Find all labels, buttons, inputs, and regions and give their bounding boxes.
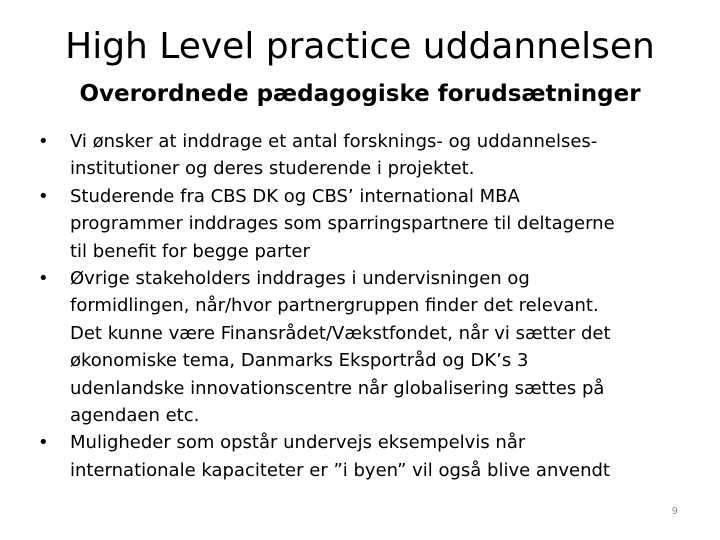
bullet-text-line: Det kunne være Finansrådet/Vækstfondet, når vi sætter det	[70, 322, 611, 344]
bullet-marker: •	[38, 268, 49, 290]
bullet-text-line: internationale kapaciteter er ”i byen” vil også blive anvendt	[70, 459, 610, 481]
bullet-item	[34, 128, 674, 183]
bullet-text-line: Øvrige stakeholders inddrages i undervisningen og	[70, 268, 530, 290]
bullet-marker: •	[38, 432, 49, 454]
bullet-text-line: programmer inddrages som sparringspartnere til deltagerne	[70, 213, 615, 235]
bullet-text-line: Muligheder som opstår undervejs eksempelvis når	[70, 432, 526, 454]
bullet-text-line: Studerende fra CBS DK og CBS’ international MBA	[70, 185, 520, 207]
bullet-text-line: institutioner og deres studerende i projektet.	[70, 158, 475, 180]
bullet-item	[34, 429, 674, 484]
slide-title: High Level practice uddannelsen	[65, 26, 655, 67]
bullet-text-line: udenlandske innovationscentre når globalisering sættes på	[70, 377, 605, 399]
bullet-marker: •	[38, 131, 49, 152]
bullet-list	[34, 128, 674, 484]
bullet-text-line: formidlingen, når/hvor partnergruppen finder det relevant.	[70, 295, 599, 317]
slide-subtitle: Overordnede pædagogiske forudsætninger	[79, 81, 641, 107]
page-number: 9	[671, 506, 678, 517]
bullet-item	[34, 265, 674, 429]
bullet-marker: •	[38, 185, 49, 207]
bullet-text-line: agendaen etc.	[70, 405, 200, 427]
bullet-text-line: økonomiske tema, Danmarks Eksportråd og DK’s 3	[70, 350, 529, 372]
bullet-text-line: Vi ønsker at inddrage et antal forsknings- og uddannelses-	[70, 131, 598, 152]
bullet-item	[34, 183, 674, 265]
bullet-text-line: til benefit for begge parter	[70, 240, 310, 262]
